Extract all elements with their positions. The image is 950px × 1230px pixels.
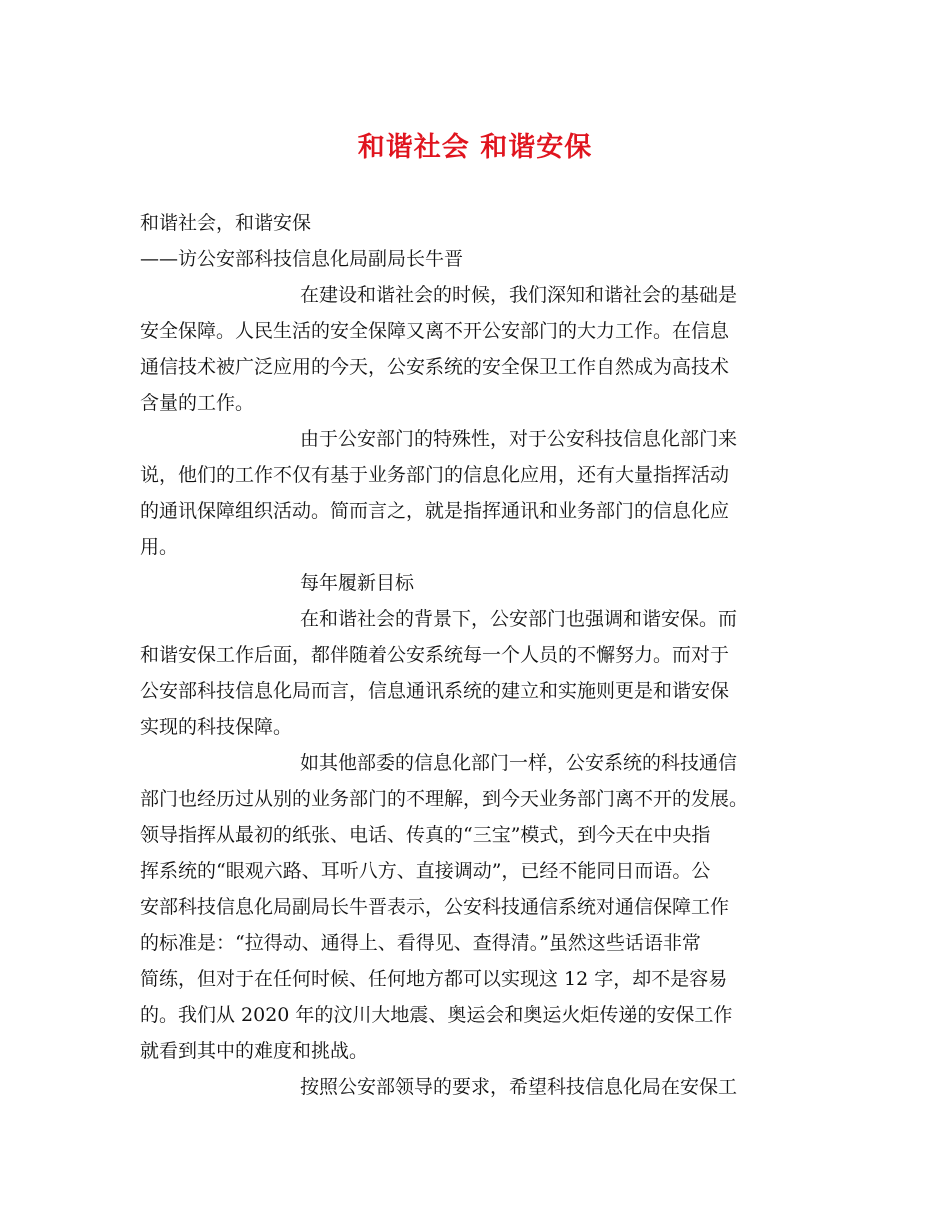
paragraph-line: 部门也经历过从别的业务部门的不理解，到今天业务部门离不开的发展。 [140, 788, 749, 810]
document-body [140, 205, 830, 1105]
paragraph-line: 含量的工作。 [140, 392, 255, 414]
paragraph-line: 公安部科技信息化局而言，信息通讯系统的建立和实施则更是和谐安保 [140, 680, 730, 702]
paragraph-line: 在和谐社会的背景下，公安部门也强调和谐安保。而 [300, 608, 738, 630]
paragraph-line: 由于公安部门的特殊性，对于公安科技信息化部门来 [300, 428, 738, 450]
subtitle-line: ——访公安部科技信息化局副局长牛晋 [140, 248, 464, 270]
paragraph-line: 在建设和谐社会的时候，我们深知和谐社会的基础是 [300, 284, 738, 306]
paragraph-line: 和谐安保工作后面，都伴随着公安系统每一个人员的不懈努力。而对于 [140, 644, 730, 666]
section-heading-text: 每年履新目标 [300, 572, 415, 594]
paragraph-line: 安全保障。人民生活的安全保障又离不开公安部门的大力工作。在信息 [140, 320, 730, 342]
paragraph-line: 按照公安部领导的要求，希望科技信息化局在安保工 [300, 1076, 738, 1098]
paragraph-line: 挥系统的“眼观六路、耳听八方、直接调动”，已经不能同日而语。公 [140, 860, 711, 882]
paragraph-line: 安部科技信息化局副局长牛晋表示，公安科技通信系统对通信保障工作 [140, 896, 730, 918]
paragraph-line: 说，他们的工作不仅有基于业务部门的信息化应用，还有大量指挥活动 [140, 464, 730, 486]
paragraph [140, 421, 830, 565]
paragraph [140, 1069, 830, 1105]
section-heading [140, 565, 830, 601]
paragraph-line: 实现的科技保障。 [140, 716, 293, 738]
paragraph [140, 601, 830, 745]
paragraph-line: 简练，但对于在任何时候、任何地方都可以实现这 12 字，却不是容易 [140, 968, 728, 990]
paragraph-line: 就看到其中的难度和挑战。 [140, 1040, 369, 1062]
subtitle-line: 和谐社会，和谐安保 [140, 212, 312, 234]
paragraph-line: 领导指挥从最初的纸张、电话、传真的“三宝”模式，到今天在中央指 [140, 824, 711, 846]
paragraph-line: 的标准是：“拉得动、通得上、看得见、查得清。”虽然这些话语非常 [140, 932, 701, 954]
paragraph-line: 通信技术被广泛应用的今天，公安系统的安全保卫工作自然成为高技术 [140, 356, 730, 378]
paragraph-line: 的通讯保障组织活动。简而言之，就是指挥通讯和业务部门的信息化应 [140, 500, 730, 522]
document-title: 和谐社会 和谐安保 [357, 132, 593, 163]
paragraph [140, 745, 830, 1069]
paragraph-line: 的。我们从 2020 年的汶川大地震、奥运会和奥运火炬传递的安保工作 [140, 1004, 733, 1026]
paragraph [140, 277, 830, 421]
paragraph-line: 用。 [140, 536, 179, 558]
paragraph-line: 如其他部委的信息化部门一样，公安系统的科技通信 [300, 752, 738, 774]
